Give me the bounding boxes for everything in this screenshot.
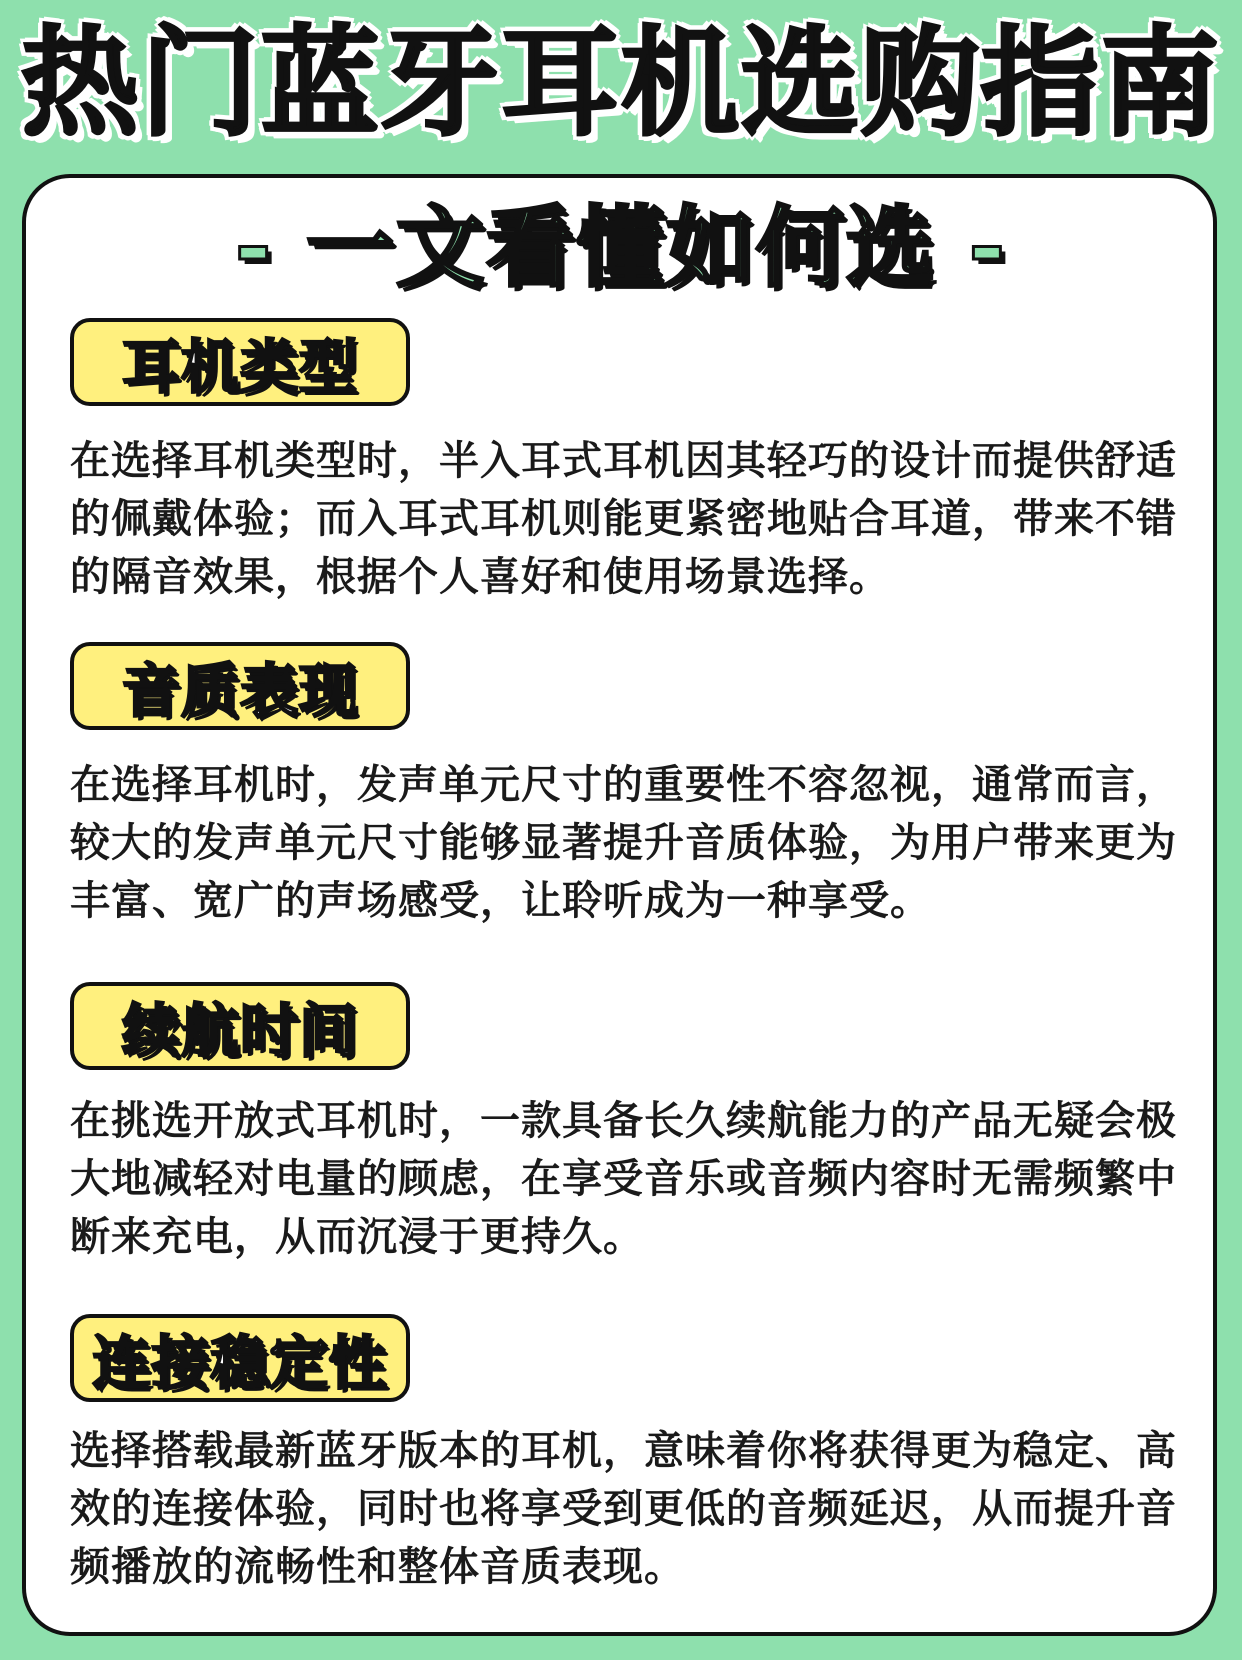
section-label-earphone-type [70, 318, 410, 406]
section-text-connection-stability: 选择搭载最新蓝牙版本的耳机，意味着你将获得更为稳定、高效的连接体验，同时也将享受到更低的音频延迟，从而提升音频播放的流畅性和整体音质表现。 [70, 1428, 1177, 1590]
section-label-sound-quality [70, 642, 410, 730]
section-label-text: 音质表现 [121, 657, 358, 725]
section-label-text: 耳机类型 [121, 333, 358, 401]
section-label-text: 续航时间 [121, 997, 358, 1065]
section-label-text: 连接稳定性 [92, 1329, 388, 1397]
section-text-sound-quality: 在选择耳机时，发声单元尺寸的重要性不容忽视，通常而言，较大的发声单元尺寸能够显著提升音质体验，为用户带来更为丰富、宽广的声场感受，让聆听成为一种享受。 [70, 762, 1177, 924]
section-label-connection-stability [70, 1314, 410, 1402]
page-subtitle: - 一文看懂如何选 - [234, 196, 1008, 299]
page-title: 热门蓝牙耳机选购指南 [20, 14, 1221, 152]
section-text-battery-life: 在挑选开放式耳机时，一款具备长久续航能力的产品无疑会极大地减轻对电量的顾虑，在享受音乐或音频内容时无需频繁中断来充电，从而沉浸于更持久。 [70, 1098, 1177, 1260]
section-text-earphone-type: 在选择耳机类型时，半入耳式耳机因其轻巧的设计而提供舒适的佩戴体验；而入耳式耳机则能更紧密地贴合耳道，带来不错的隔音效果，根据个人喜好和使用场景选择。 [70, 438, 1177, 600]
section-label-battery-life [70, 982, 410, 1070]
